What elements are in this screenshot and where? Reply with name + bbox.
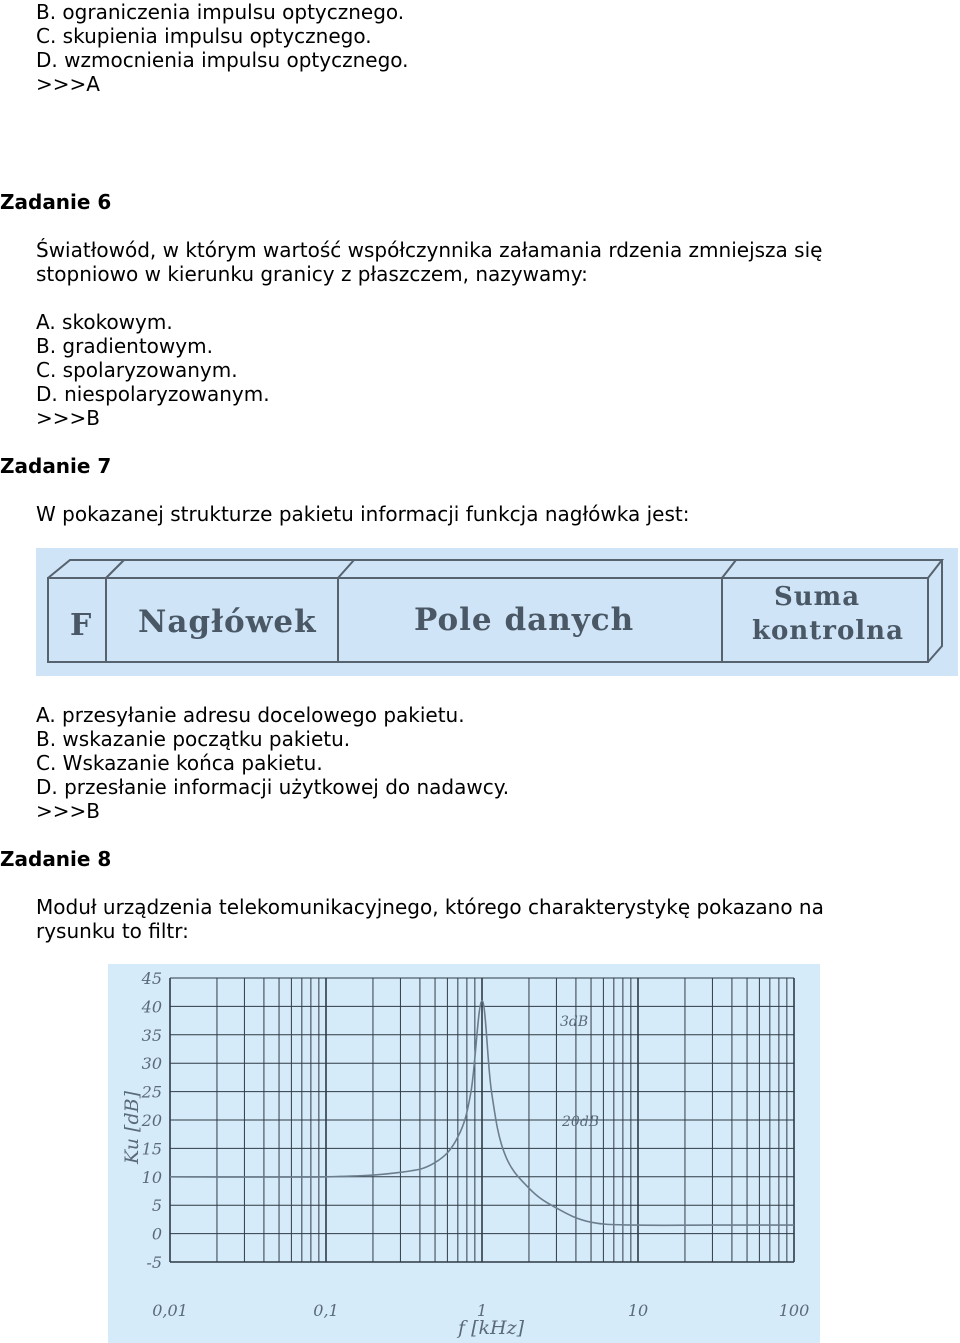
y-tick-label: 10 (141, 1167, 162, 1187)
task-title: Zadanie 8 (0, 847, 112, 871)
x-tick-label: 100 (778, 1301, 810, 1320)
x-tick-label: 10 (627, 1301, 649, 1320)
packet-field-header: Nagłówek (138, 604, 317, 640)
answer-line: >>>B (36, 799, 100, 823)
question-text: Moduł urządzenia telekomunikacyjnego, którego charakterystykę pokazano na (36, 895, 824, 919)
y-tick-label: 20 (141, 1111, 162, 1130)
question-text: stopniowo w kierunku granicy z płaszczem, nazywamy: (36, 262, 588, 286)
y-tick-label: 25 (141, 1082, 162, 1102)
y-tick-label: -5 (146, 1253, 162, 1272)
y-tick-label: 40 (141, 997, 162, 1017)
option-a: A. przesyłanie adresu docelowego pakietu. (36, 703, 465, 727)
filter-chart (108, 964, 820, 1343)
y-tick-label: 15 (141, 1139, 162, 1159)
packet-field-checksum-2: kontrolna (752, 616, 904, 646)
option-line: C. skupienia impulsu optycznego. (36, 24, 372, 48)
option-b: B. wskazanie początku pakietu. (36, 727, 351, 751)
x-axis-label: f [kHz] (458, 1317, 524, 1339)
option-d: D. niespolaryzowanym. (36, 382, 270, 406)
packet-field-data: Pole danych (414, 602, 635, 638)
x-tick-label: 0,1 (313, 1301, 339, 1320)
question-text: Światłowód, w którym wartość współczynnika załamania rdzenia zmniejsza się (36, 238, 823, 262)
option-line: D. wzmocnienia impulsu optycznego. (36, 48, 409, 72)
task-title: Zadanie 7 (0, 454, 112, 478)
task-title: Zadanie 6 (0, 190, 112, 214)
y-tick-label: 0 (151, 1224, 162, 1244)
packet-structure-figure (36, 548, 958, 676)
filter-chart-svg (108, 964, 820, 1343)
option-b: B. gradientowym. (36, 334, 213, 358)
packet-field-checksum-1: Suma (774, 582, 861, 612)
option-c: C. spolaryzowanym. (36, 358, 238, 382)
option-line: B. ograniczenia impulsu optycznego. (36, 0, 405, 24)
x-tick-label: 1 (476, 1301, 488, 1320)
y-tick-label: 45 (141, 969, 162, 988)
y-tick-label: 30 (141, 1054, 162, 1074)
answer-line: >>>A (36, 72, 100, 96)
annotation-3db: 3dB (560, 1014, 589, 1030)
answer-line: >>>B (36, 406, 100, 430)
y-tick-label: 35 (141, 1025, 162, 1045)
question-text: rysunku to filtr: (36, 919, 189, 943)
option-d: D. przesłanie informacji użytkowej do nadawcy. (36, 775, 510, 799)
x-tick-label: 0,01 (152, 1301, 188, 1320)
packet-field-f: F (70, 608, 93, 643)
option-a: A. skokowym. (36, 310, 173, 334)
y-tick-label: 5 (151, 1196, 162, 1216)
question-text: W pokazanej strukturze pakietu informacji funkcja nagłówka jest: (36, 502, 690, 526)
option-c: C. Wskazanie końca pakietu. (36, 751, 323, 775)
y-axis-label: Ku [dB] (121, 1090, 143, 1164)
annotation-20db: 20dB (562, 1114, 600, 1130)
